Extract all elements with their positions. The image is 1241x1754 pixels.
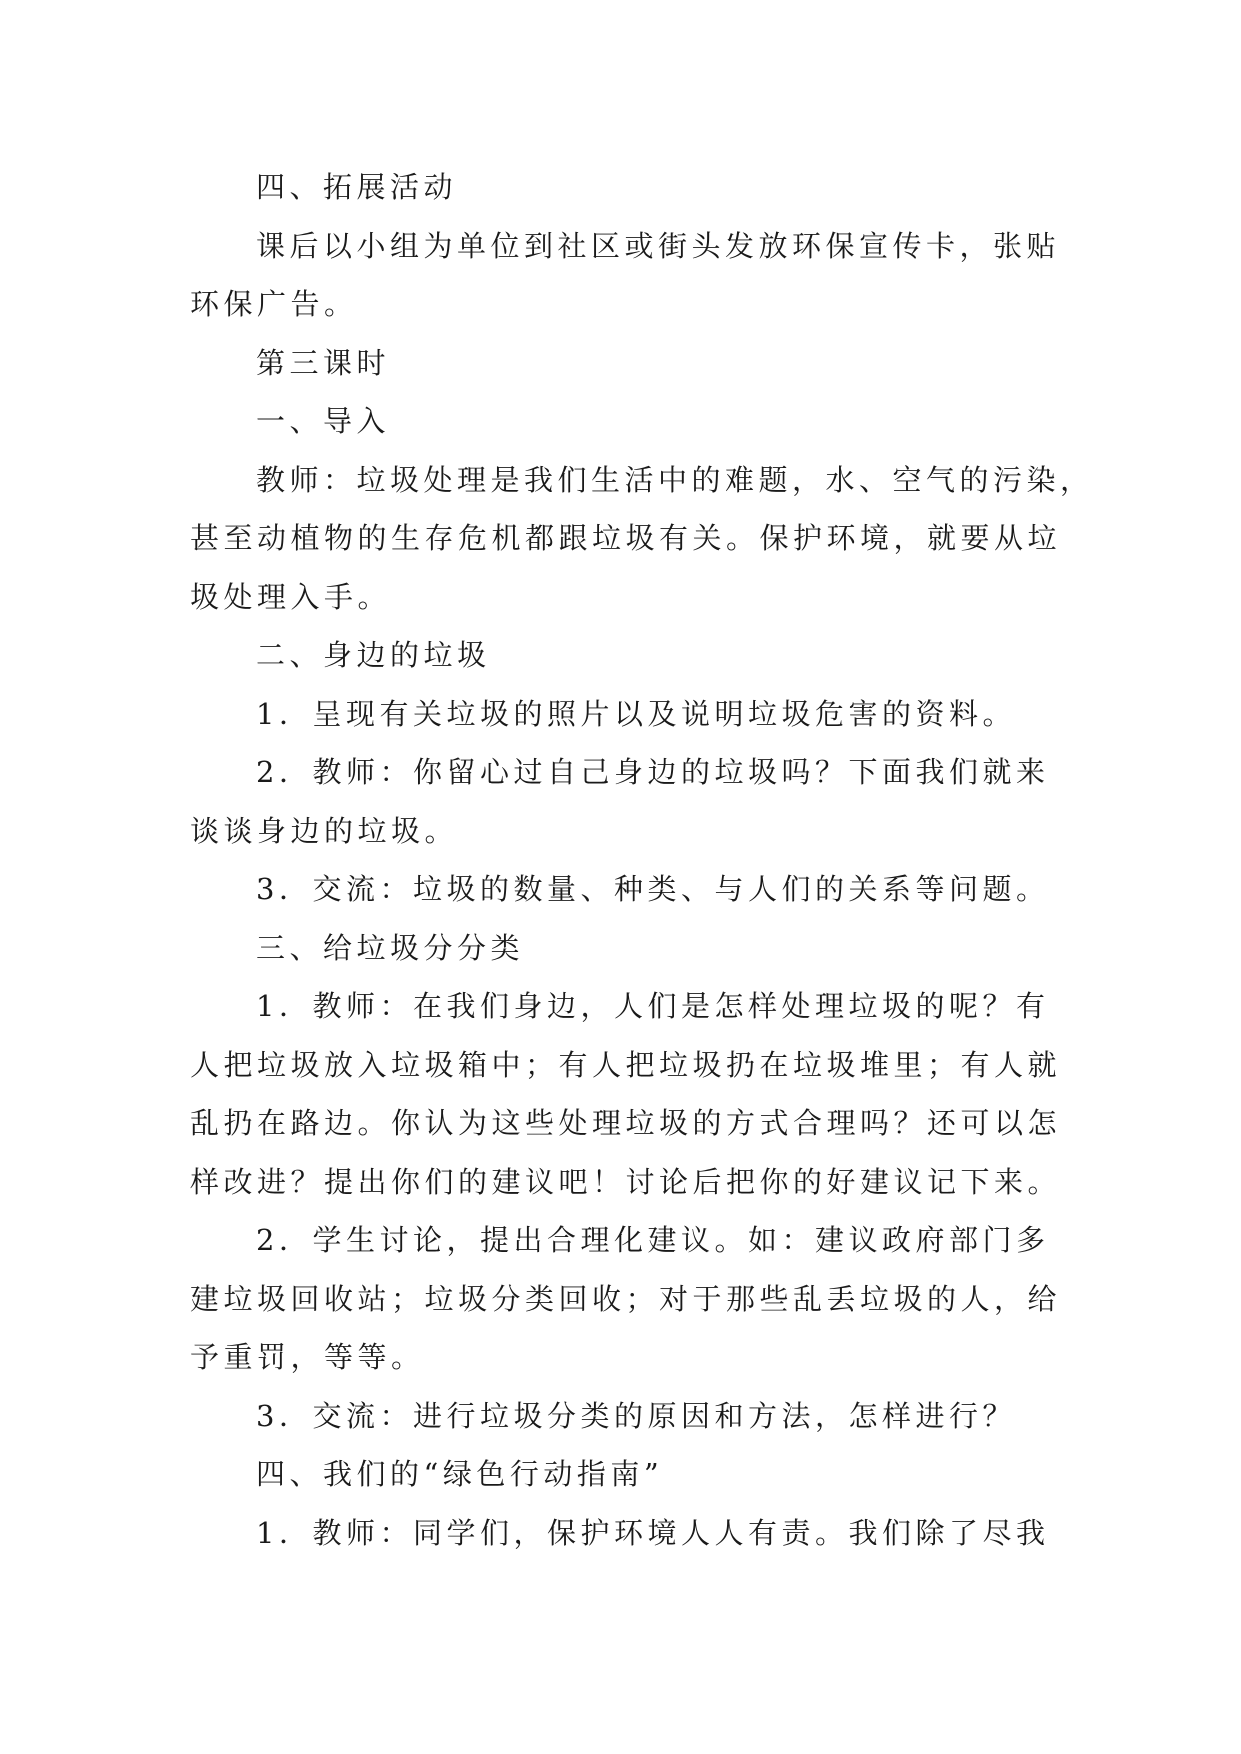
list-item: 3．交流：进行垃圾分类的原因和方法，怎样进行？ bbox=[256, 1398, 1016, 1433]
list-item: 1．教师：同学们，保护环境人人有责。我们除了尽我 bbox=[256, 1515, 1050, 1550]
paragraph-line: 圾处理入手。 bbox=[190, 579, 392, 614]
list-item: 3．交流：垃圾的数量、种类、与人们的关系等问题。 bbox=[256, 872, 1050, 906]
paragraph-line: 予重罚，等等。 bbox=[190, 1340, 425, 1374]
paragraph-line: 建垃圾回收站；垃圾分类回收；对于那些乱丢垃圾的人，给 bbox=[190, 1281, 1062, 1316]
section-heading: 三、给垃圾分分类 bbox=[256, 930, 525, 965]
document-body bbox=[190, 158, 1094, 1562]
list-item: 2．学生讨论，提出合理化建议。如：建议政府部门多 bbox=[256, 1223, 1050, 1257]
section-heading: 四、拓展活动 bbox=[256, 170, 458, 204]
list-item: 2．教师：你留心过自己身边的垃圾吗？下面我们就来 bbox=[256, 755, 1050, 789]
paragraph-line: 环保广告。 bbox=[190, 287, 358, 321]
paragraph-line: 人把垃圾放入垃圾箱中；有人把垃圾扔在垃圾堆里；有人就 bbox=[190, 1047, 1062, 1082]
list-item: 1．教师：在我们身边，人们是怎样处理垃圾的呢？有 bbox=[256, 989, 1050, 1023]
list-item: 1．呈现有关垃圾的照片以及说明垃圾危害的资料。 bbox=[256, 696, 1016, 731]
section-heading: 二、身边的垃圾 bbox=[256, 638, 491, 672]
paragraph-line: 谈谈身边的垃圾。 bbox=[190, 813, 459, 848]
paragraph-line: 教师：垃圾处理是我们生活中的难题，水、空气的污染， bbox=[256, 462, 1094, 497]
paragraph-line: 课后以小组为单位到社区或街头发放环保宣传卡，张贴 bbox=[256, 228, 1061, 263]
lesson-heading: 第三课时 bbox=[256, 345, 391, 380]
paragraph-line: 甚至动植物的生存危机都跟垃圾有关。保护环境，就要从垃 bbox=[190, 521, 1062, 555]
section-heading: 四、我们的“绿色行动指南” bbox=[256, 1457, 664, 1491]
paragraph-line: 样改进？提出你们的建议吧！讨论后把你的好建议记下来。 bbox=[190, 1164, 1062, 1199]
paragraph-line: 乱扔在路边。你认为这些处理垃圾的方式合理吗？还可以怎 bbox=[190, 1106, 1062, 1140]
section-heading: 一、导入 bbox=[256, 404, 391, 438]
